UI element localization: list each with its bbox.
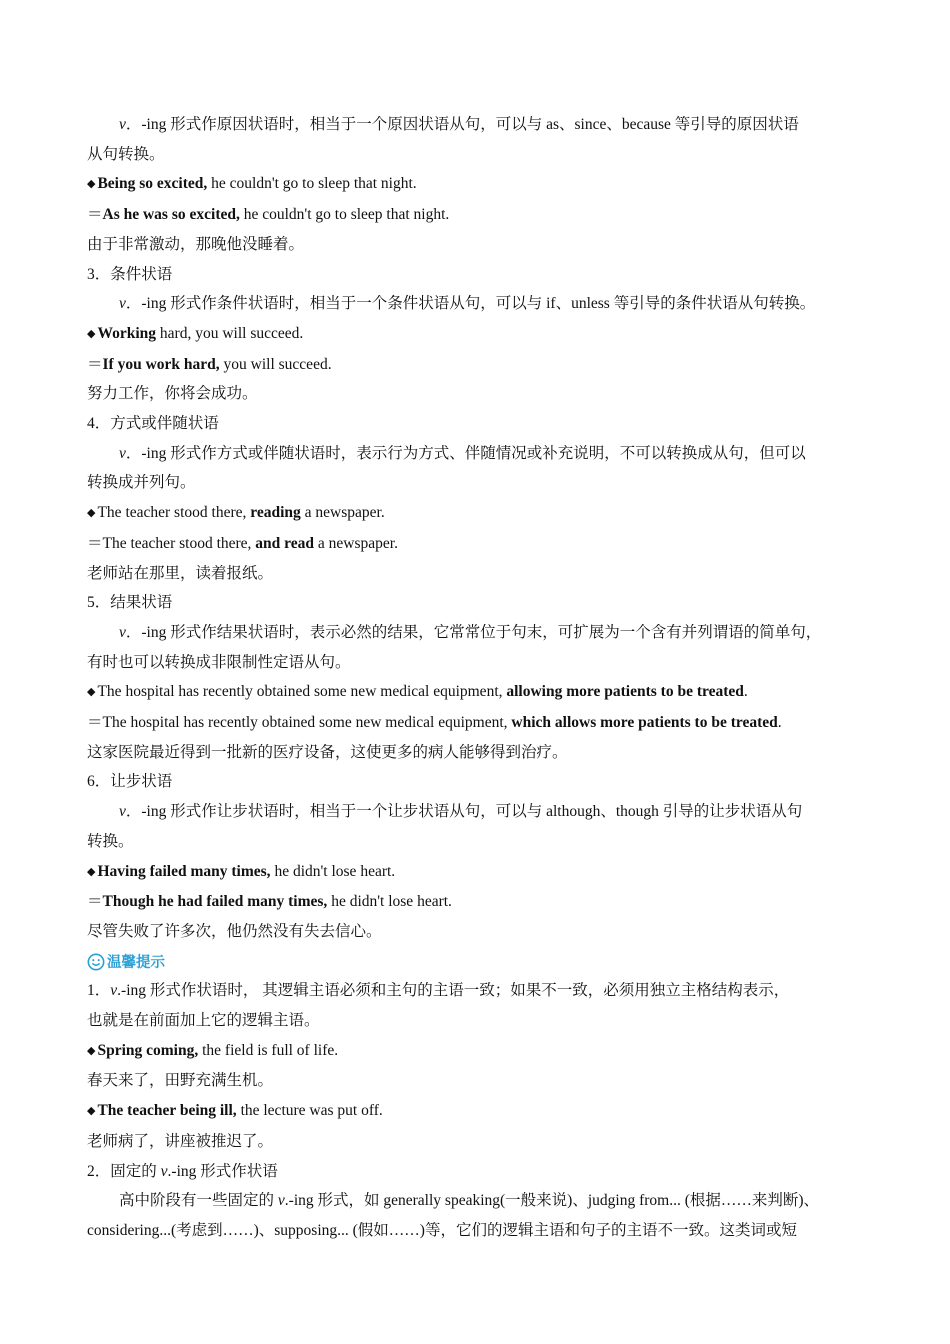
tip-1-example-1-translation: 春天来了，田野充满生机。 <box>87 1072 274 1090</box>
condition-translation: 努力工作，你将会成功。 <box>87 385 258 403</box>
condition-equivalent: ＝If you work hard, you will succeed. <box>87 355 332 373</box>
diamond-bullet-icon: ◆ <box>87 178 96 191</box>
document-page <box>87 110 877 1246</box>
concession-paragraph-cont: 转换。 <box>87 832 134 850</box>
condition-heading: 3．条件状语 <box>87 265 173 283</box>
smiley-icon <box>87 953 105 971</box>
concession-heading: 6．让步状语 <box>87 773 173 791</box>
concession-equivalent: ＝Though he had failed many times, he didn't lose heart. <box>87 893 452 911</box>
result-example: ◆ The hospital has recently obtained some new medical equipment, allowing more patients to be treated. <box>87 683 748 701</box>
v-italic: v <box>119 116 126 133</box>
result-paragraph: v．-ing 形式作结果状语时，表示必然的结果，它常常位于句末，可扩展为一个含有并列谓语的简单句， <box>119 623 822 641</box>
concession-translation: 尽管失败了许多次，他仍然没有失去信心。 <box>87 922 382 940</box>
diamond-bullet-icon: ◆ <box>87 865 96 878</box>
tip-1-example-1: ◆ Spring coming, the field is full of life. <box>87 1041 339 1059</box>
manner-paragraph: v．-ing 形式作方式或伴随状语时，表示行为方式、伴随情况或补充说明，不可以转换成从句，但可以 <box>119 444 806 462</box>
condition-example: ◆ Working hard, you will succeed. <box>87 324 304 342</box>
manner-equivalent: ＝The teacher stood there, and read a newspaper. <box>87 534 398 552</box>
tip-2-paragraph: 高中阶段有一些固定的 v.-ing 形式，如 generally speaking(一般来说)、judging from... (根据……来判断)、 <box>119 1192 820 1210</box>
diamond-bullet-icon: ◆ <box>87 507 96 520</box>
concession-paragraph: v．-ing 形式作让步状语时，相当于一个让步状语从句，可以与 although、though 引导的让步状语从句 <box>119 803 803 821</box>
tip-banner <box>87 947 877 977</box>
tip-1-text-cont: 也就是在前面加上它的逻辑主语。 <box>87 1012 320 1030</box>
diamond-bullet-icon: ◆ <box>87 686 96 699</box>
manner-heading: 4．方式或伴随状语 <box>87 415 219 433</box>
tip-1-text: 1．v.-ing 形式作状语时， 其逻辑主语必须和主句的主语一致；如果不一致，必须用独立主格结构表示， <box>87 982 790 1000</box>
manner-example: ◆ The teacher stood there, reading a newspaper. <box>87 504 385 522</box>
condition-paragraph: v．-ing 形式作条件状语时，相当于一个条件状语从句，可以与 if、unless 等引导的条件状语从句转换。 <box>119 295 816 313</box>
tip-2-heading: 2．固定的 v.-ing 形式作状语 <box>87 1162 278 1180</box>
result-translation: 这家医院最近得到一批新的医疗设备，这使更多的病人能够得到治疗。 <box>87 743 568 761</box>
diamond-bullet-icon: ◆ <box>87 1044 96 1057</box>
result-heading: 5．结果状语 <box>87 594 173 612</box>
tip-2-paragraph-cont: considering...(考虑到……)、supposing... (假如……)等，它们的逻辑主语和句子的主语不一致。这类词或短 <box>87 1222 797 1239</box>
manner-translation: 老师站在那里，读着报纸。 <box>87 564 274 582</box>
cause-paragraph-cont: 从句转换。 <box>87 145 165 163</box>
diamond-bullet-icon: ◆ <box>87 1105 96 1118</box>
concession-example: ◆ Having failed many times, he didn't lose heart. <box>87 862 396 880</box>
cause-equivalent: ＝As he was so excited, he couldn't go to sleep that night. <box>87 206 450 224</box>
tip-1-example-2-translation: 老师病了，讲座被推迟了。 <box>87 1132 274 1150</box>
manner-paragraph-cont: 转换成并列句。 <box>87 474 196 492</box>
result-paragraph-cont: 有时也可以转换成非限制性定语从句。 <box>87 653 351 671</box>
cause-example: ◆ Being so excited, he couldn't go to sleep that night. <box>87 175 417 193</box>
tip-title: 温馨提示 <box>107 955 165 972</box>
cause-paragraph: v．-ing 形式作原因状语时，相当于一个原因状语从句，可以与 as、since、because 等引导的原因状语 <box>119 116 799 133</box>
result-equivalent: ＝The hospital has recently obtained some new medical equipment, which allows more patients to be treated. <box>87 714 782 732</box>
diamond-bullet-icon: ◆ <box>87 327 96 340</box>
tip-1-example-2: ◆ The teacher being ill, the lecture was put off. <box>87 1102 383 1120</box>
cause-translation: 由于非常激动，那晚他没睡着。 <box>87 235 305 253</box>
